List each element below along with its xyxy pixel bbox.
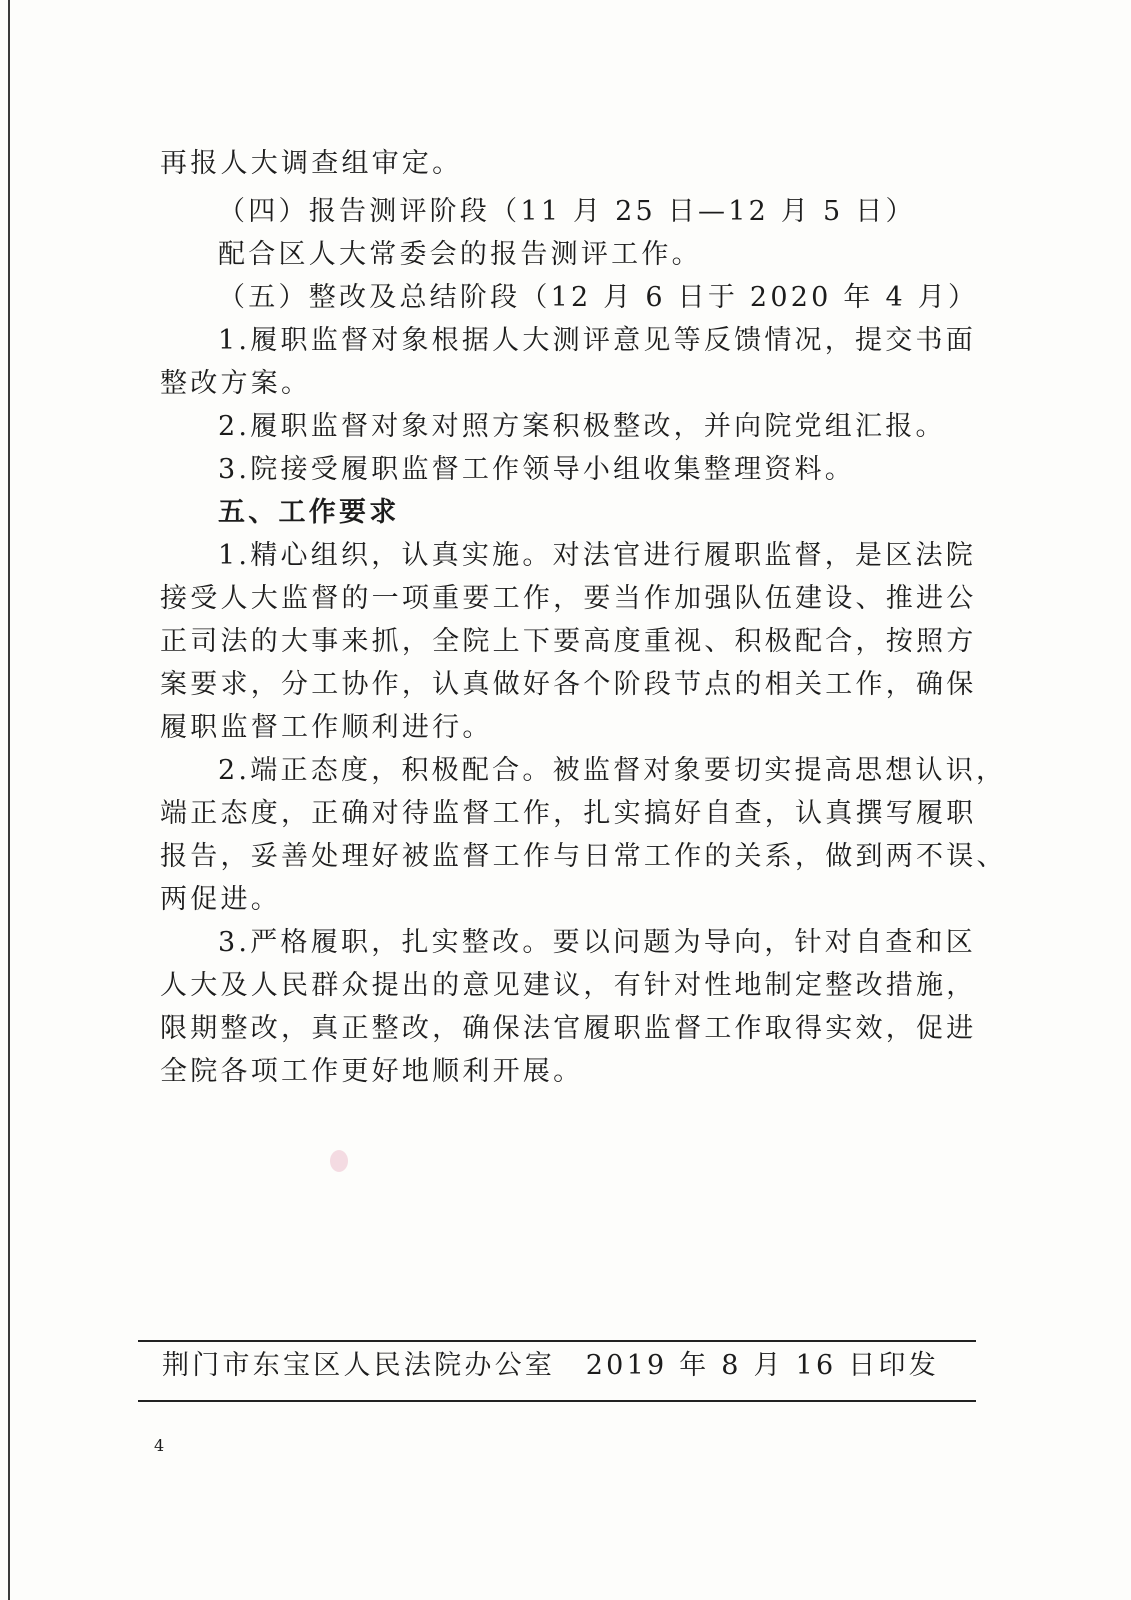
body-line: 端正态度，正确对待监督工作，扎实搞好自查，认真撰写履职	[160, 798, 977, 829]
body-line: 整改方案。	[160, 368, 312, 399]
body-line: 2.履职监督对象对照方案积极整改，并向院党组汇报。	[218, 411, 946, 442]
section-subheading: （四）报告测评阶段（11 月 25 日—12 月 5 日）	[218, 196, 916, 227]
page-number: 4	[154, 1436, 165, 1455]
issuer-name: 荆门市东宝区人民法院办公室	[162, 1350, 556, 1381]
body-line: 限期整改，真正整改，确保法官履职监督工作取得实效，促进	[160, 1013, 977, 1044]
issue-date: 2019 年 8 月 16 日印发	[585, 1350, 939, 1381]
body-line: 2.端正态度，积极配合。被监督对象要切实提高思想认识，	[218, 755, 1007, 786]
body-line: 接受人大监督的一项重要工作，要当作加强队伍建设、推进公	[160, 583, 977, 614]
body-line: 再报人大调查组审定。	[160, 148, 463, 179]
body-line: 配合区人大常委会的报告测评工作。	[218, 239, 702, 270]
footer-top-rule	[138, 1340, 976, 1342]
body-line: 1.履职监督对象根据人大测评意见等反馈情况，提交书面	[218, 325, 976, 356]
body-line: 3.严格履职，扎实整改。要以问题为导向，针对自查和区	[218, 927, 976, 958]
body-line: 3.院接受履职监督工作领导小组收集整理资料。	[218, 454, 856, 485]
body-line: 正司法的大事来抓，全院上下要高度重视、积极配合，按照方	[160, 626, 977, 657]
body-line: 人大及人民群众提出的意见建议，有针对性地制定整改措施，	[160, 970, 977, 1001]
body-line: 报告，妥善处理好被监督工作与日常工作的关系，做到两不误、	[160, 841, 1007, 872]
ink-smudge	[330, 1150, 348, 1172]
body-line: 全院各项工作更好地顺利开展。	[160, 1056, 584, 1087]
section-subheading: （五）整改及总结阶段（12 月 6 日于 2020 年 4 月）	[218, 282, 979, 313]
body-line: 两促进。	[160, 884, 281, 915]
section-heading: 五、工作要求	[218, 497, 400, 528]
body-line: 1.精心组织，认真实施。对法官进行履职监督，是区法院	[218, 540, 976, 571]
body-line: 履职监督工作顺利进行。	[160, 712, 493, 743]
body-line: 案要求，分工协作，认真做好各个阶段节点的相关工作，确保	[160, 669, 977, 700]
footer-bottom-rule	[138, 1400, 976, 1402]
